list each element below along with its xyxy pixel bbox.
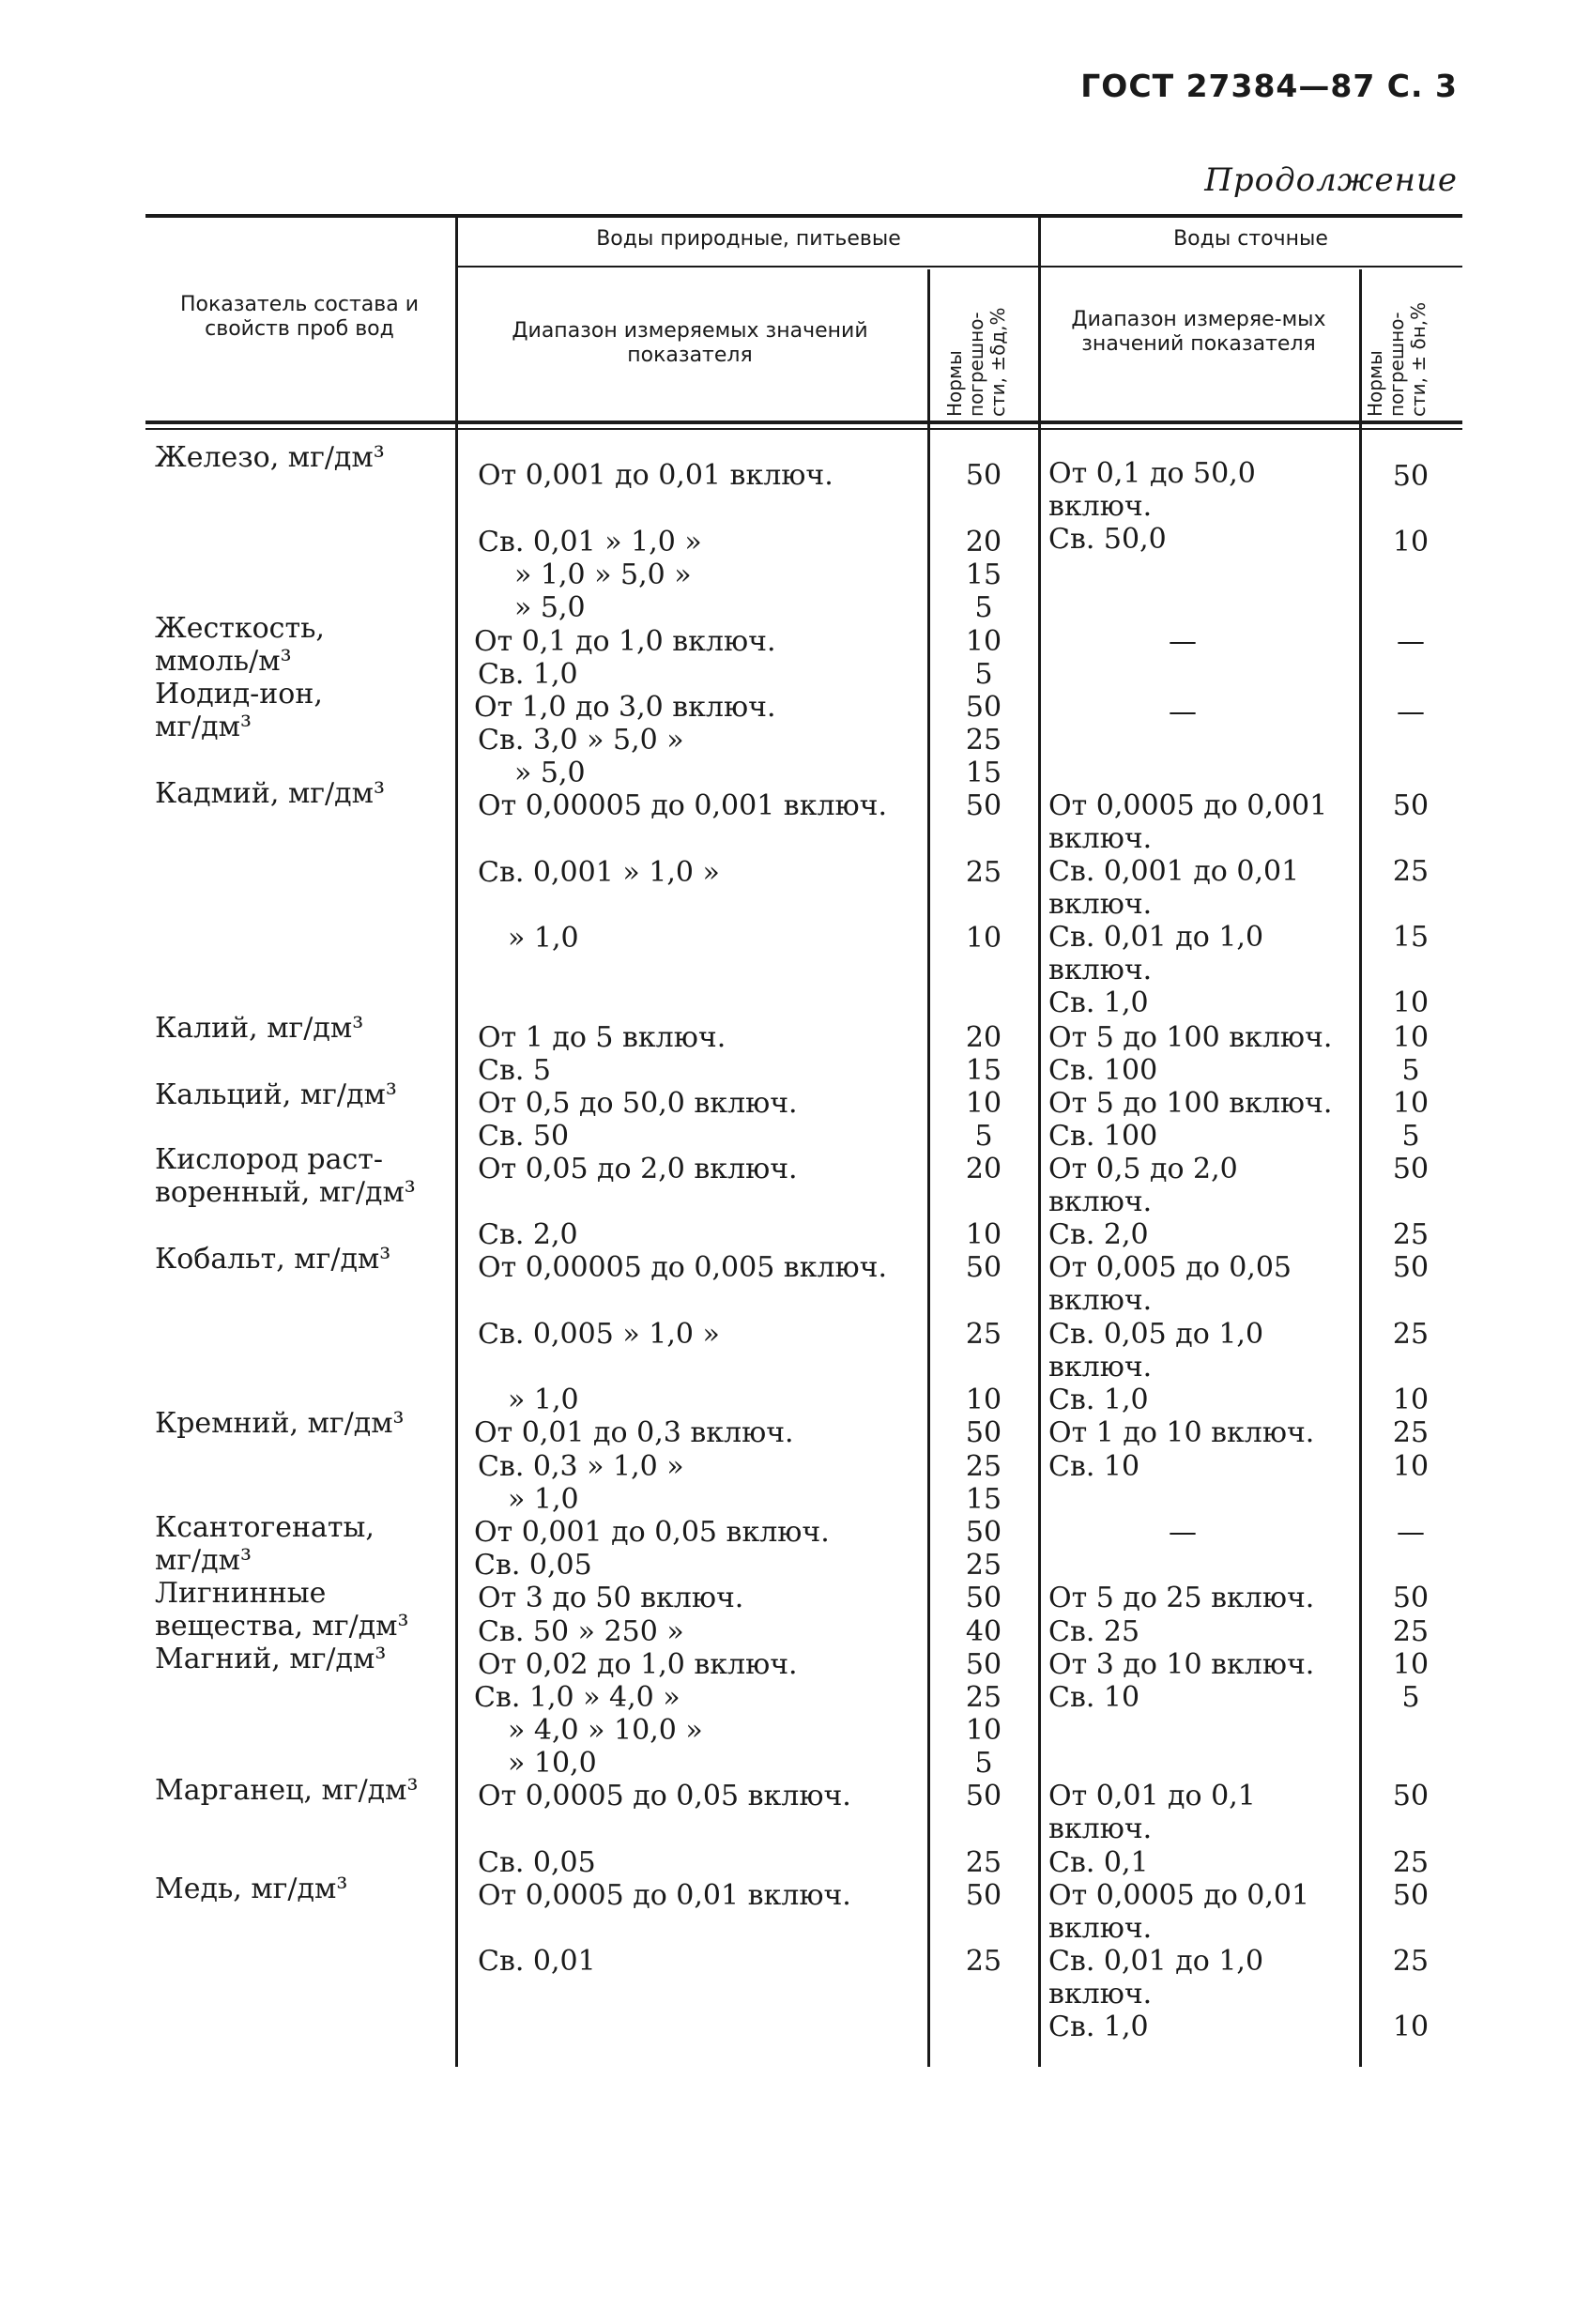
natural-norm: 25 [965,856,1002,889]
waste-norm: 25 [1392,1615,1430,1648]
indicator-name: Жесткость, [155,612,325,645]
natural-norm: 50 [965,1780,1002,1812]
waste-norm: 50 [1392,789,1430,822]
waste-range: Св. 2,0 [1048,1218,1149,1251]
natural-norm: 10 [965,1087,1002,1120]
natural-range: От 0,001 до 0,01 включ. [478,459,833,492]
waste-range: включ. [1048,490,1153,523]
natural-norm: 25 [965,1945,1002,1978]
waste-range: Св. 1,0 [1048,1384,1149,1416]
waste-norm: 5 [1401,1054,1420,1087]
waste-range: От 1 до 10 включ. [1048,1416,1315,1449]
waste-norm: 25 [1392,855,1430,888]
waste-range: Св. 0,1 [1048,1846,1149,1879]
natural-range: Св. 0,01 » 1,0 » [478,526,702,558]
indicator-name: Марганец, мг/дм³ [155,1774,419,1807]
indicator-name: мг/дм³ [155,1544,252,1577]
indicator-name: Лигнинные [155,1577,327,1610]
waste-range: включ. [1048,888,1153,921]
indicator-name: Иодид-ион, [155,678,323,711]
natural-range: Св. 0,3 » 1,0 » [478,1450,684,1483]
natural-norm: 50 [965,1648,1002,1681]
waste-range: Св. 100 [1048,1120,1158,1153]
natural-range: » 10,0 [508,1747,597,1780]
waste-range: От 0,005 до 0,05 [1048,1251,1292,1284]
indicator-name: Ксантогенаты, [155,1511,375,1544]
waste-norm: 10 [1392,986,1430,1019]
natural-norm: 15 [965,757,1002,789]
natural-range: От 0,001 до 0,05 включ. [474,1516,830,1549]
waste-norm: — [1397,696,1425,728]
header-range-natural: Диапазон измеряемых значений показателя [512,319,868,368]
natural-norm: 20 [965,1021,1002,1054]
indicator-name: Железо, мг/дм³ [155,441,385,474]
natural-norm: 50 [965,1251,1002,1284]
natural-norm: 5 [974,1747,993,1780]
group-divider-rule [457,266,1462,268]
header-norm-waste [1365,302,1430,417]
natural-range: От 0,05 до 2,0 включ. [478,1153,798,1185]
page-header: ГОСТ 27384—87 С. 3 [1080,68,1458,104]
natural-range: Св. 1,0 » 4,0 » [474,1681,680,1714]
natural-range: От 0,5 до 50,0 включ. [478,1087,798,1120]
waste-norm: 25 [1392,1846,1430,1879]
waste-range: включ. [1048,1978,1153,2011]
indicator-name: ммоль/м³ [155,645,292,678]
header-norm-natural-line-3: сти, ±δд,% [986,307,1009,417]
header-norm-natural-line-1: Нормы [943,350,966,417]
natural-range: От 1 до 5 включ. [478,1021,726,1054]
waste-range: — [1169,1516,1197,1549]
indicator-name: мг/дм³ [155,711,252,743]
natural-range: » 5,0 [514,591,586,624]
natural-norm: 50 [965,691,1002,724]
waste-norm: 50 [1392,1780,1430,1812]
waste-range: Св. 1,0 [1048,2011,1149,2043]
natural-norm: 25 [965,724,1002,757]
natural-norm: 25 [965,1450,1002,1483]
natural-range: От 1,0 до 3,0 включ. [474,691,776,724]
natural-range: От 0,1 до 1,0 включ. [474,625,776,658]
waste-range: включ. [1048,954,1153,986]
waste-range: Св. 25 [1048,1615,1140,1648]
natural-range: » 5,0 [514,757,586,789]
waste-norm: 50 [1392,1251,1430,1284]
natural-norm: 5 [974,591,993,624]
natural-range: От 0,0005 до 0,05 включ. [478,1780,851,1812]
col-divider-1 [455,218,458,2067]
natural-norm: 25 [965,1846,1002,1879]
waste-range: Св. 0,001 до 0,01 [1048,855,1300,888]
header-norm-waste-line-2: погрешно- [1385,312,1408,417]
header-group-natural: Воды природные, питьевые [596,227,901,251]
natural-norm: 10 [965,625,1002,658]
waste-range: Св. 10 [1048,1450,1140,1483]
natural-range: » 1,0 [508,922,579,955]
header-norm-waste-line-1: Нормы [1364,350,1386,417]
waste-range: Св. 1,0 [1048,986,1149,1019]
natural-range: Св. 50 [478,1120,570,1153]
natural-norm: 50 [965,1879,1002,1912]
natural-norm: 50 [965,459,1002,492]
waste-norm: 5 [1401,1120,1420,1153]
table-top-rule [145,214,1462,218]
natural-range: Св. 1,0 [478,658,578,691]
waste-norm: 25 [1392,1218,1430,1251]
natural-norm: 50 [965,789,1002,822]
waste-norm: 50 [1392,1582,1430,1614]
waste-range: включ. [1048,822,1153,855]
waste-norm: 25 [1392,1318,1430,1351]
waste-norm: — [1397,1516,1425,1549]
waste-range: Св. 0,01 до 1,0 [1048,1945,1264,1978]
natural-range: » 1,0 » 5,0 » [514,558,692,591]
waste-range: От 5 до 100 включ. [1048,1087,1333,1120]
natural-norm: 10 [965,1384,1002,1416]
indicator-name: Медь, мг/дм³ [155,1873,348,1905]
waste-range: От 0,5 до 2,0 [1048,1153,1238,1185]
waste-norm: — [1397,625,1425,658]
waste-norm: 10 [1392,1087,1430,1120]
waste-range: Св. 0,05 до 1,0 [1048,1318,1264,1351]
natural-range: От 3 до 50 включ. [478,1582,744,1614]
natural-norm: 15 [965,1054,1002,1087]
header-norm-waste-line-3: сти, ± δн,% [1407,301,1430,417]
header-bottom-rule-2 [145,428,1462,430]
indicator-name: воренный, мг/дм³ [155,1176,416,1209]
header-range-waste: Диапазон измеряе-мых значений показателя [1071,308,1326,357]
waste-range: От 0,0005 до 0,01 [1048,1879,1310,1912]
waste-range: От 3 до 10 включ. [1048,1648,1315,1681]
natural-range: Св. 0,01 [478,1945,596,1978]
natural-norm: 50 [965,1516,1002,1549]
natural-range: Св. 3,0 » 5,0 » [478,724,684,757]
indicator-name: вещества, мг/дм³ [155,1610,409,1643]
natural-range: » 1,0 [508,1384,579,1416]
waste-range: включ. [1048,1912,1153,1945]
natural-range: Св. 50 » 250 » [478,1615,684,1648]
natural-norm: 5 [974,1120,993,1153]
waste-range: Св. 0,01 до 1,0 [1048,921,1264,954]
waste-range: Св. 10 [1048,1681,1140,1714]
header-norm-natural-line-2: погрешно- [965,312,987,417]
waste-range: От 5 до 100 включ. [1048,1021,1333,1054]
natural-range: От 0,00005 до 0,001 включ. [478,789,887,822]
natural-norm: 20 [965,1153,1002,1185]
indicator-name: Кислород раст- [155,1143,384,1176]
natural-range: Св. 5 [478,1054,552,1087]
waste-range: От 0,01 до 0,1 [1048,1780,1256,1812]
natural-range: Св. 2,0 [478,1218,578,1251]
indicator-name: Кремний, мг/дм³ [155,1407,405,1440]
natural-range: От 0,00005 до 0,005 включ. [478,1251,887,1284]
waste-norm: 10 [1392,526,1430,558]
natural-norm: 40 [965,1615,1002,1648]
waste-range: включ. [1048,1284,1153,1317]
waste-norm: 25 [1392,1416,1430,1449]
indicator-name: Магний, мг/дм³ [155,1643,387,1675]
indicator-name: Калий, мг/дм³ [155,1012,364,1045]
waste-norm: 15 [1392,921,1430,954]
natural-range: » 1,0 [508,1483,579,1516]
natural-range: Св. 0,005 » 1,0 » [478,1318,720,1351]
waste-range: От 0,1 до 50,0 [1048,457,1256,490]
natural-range: Св. 0,05 [478,1846,596,1879]
natural-norm: 50 [965,1582,1002,1614]
indicator-name: Кадмий, мг/дм³ [155,777,385,810]
indicator-name: Кальций, мг/дм³ [155,1078,397,1111]
header-norm-natural [944,307,1009,417]
natural-range: Св. 0,05 [474,1549,592,1582]
waste-norm: 50 [1392,1879,1430,1912]
indicator-name: Кобальт, мг/дм³ [155,1243,391,1276]
waste-norm: 10 [1392,2011,1430,2043]
waste-range: — [1169,696,1197,728]
natural-norm: 20 [965,526,1002,558]
waste-norm: 10 [1392,1384,1430,1416]
col-divider-4 [1359,269,1362,2067]
waste-range: От 0,0005 до 0,001 [1048,789,1328,822]
waste-norm: 10 [1392,1648,1430,1681]
natural-norm: 25 [965,1318,1002,1351]
waste-norm: 50 [1392,1153,1430,1185]
natural-norm: 25 [965,1681,1002,1714]
waste-range: включ. [1048,1351,1153,1384]
natural-norm: 50 [965,1416,1002,1449]
natural-norm: 10 [965,1218,1002,1251]
waste-range: включ. [1048,1185,1153,1218]
natural-range: От 0,02 до 1,0 включ. [478,1648,798,1681]
waste-norm: 10 [1392,1450,1430,1483]
waste-range: включ. [1048,1812,1153,1845]
natural-norm: 25 [965,1549,1002,1582]
header-group-waste: Воды сточные [1173,227,1328,251]
waste-norm: 50 [1392,460,1430,493]
col-divider-3 [1038,218,1041,2067]
waste-norm: 5 [1401,1681,1420,1714]
natural-range: Св. 0,001 » 1,0 » [478,856,720,889]
waste-norm: 25 [1392,1945,1430,1978]
waste-range: От 5 до 25 включ. [1048,1582,1315,1614]
waste-range: Св. 100 [1048,1054,1158,1087]
header-bottom-rule [145,420,1462,424]
continuation-label: Продолжение [1204,161,1458,199]
natural-norm: 15 [965,1483,1002,1516]
header-indicator: Показатель состава и свойств проб вод [179,293,419,342]
natural-norm: 10 [965,1714,1002,1747]
natural-range: » 4,0 » 10,0 » [508,1714,703,1747]
waste-range: — [1169,625,1197,658]
natural-norm: 15 [965,558,1002,591]
natural-norm: 5 [974,658,993,691]
natural-range: От 0,01 до 0,3 включ. [474,1416,794,1449]
natural-norm: 10 [965,922,1002,955]
natural-range: От 0,0005 до 0,01 включ. [478,1879,851,1912]
waste-range: Св. 50,0 [1048,523,1167,556]
waste-norm: 10 [1392,1021,1430,1054]
